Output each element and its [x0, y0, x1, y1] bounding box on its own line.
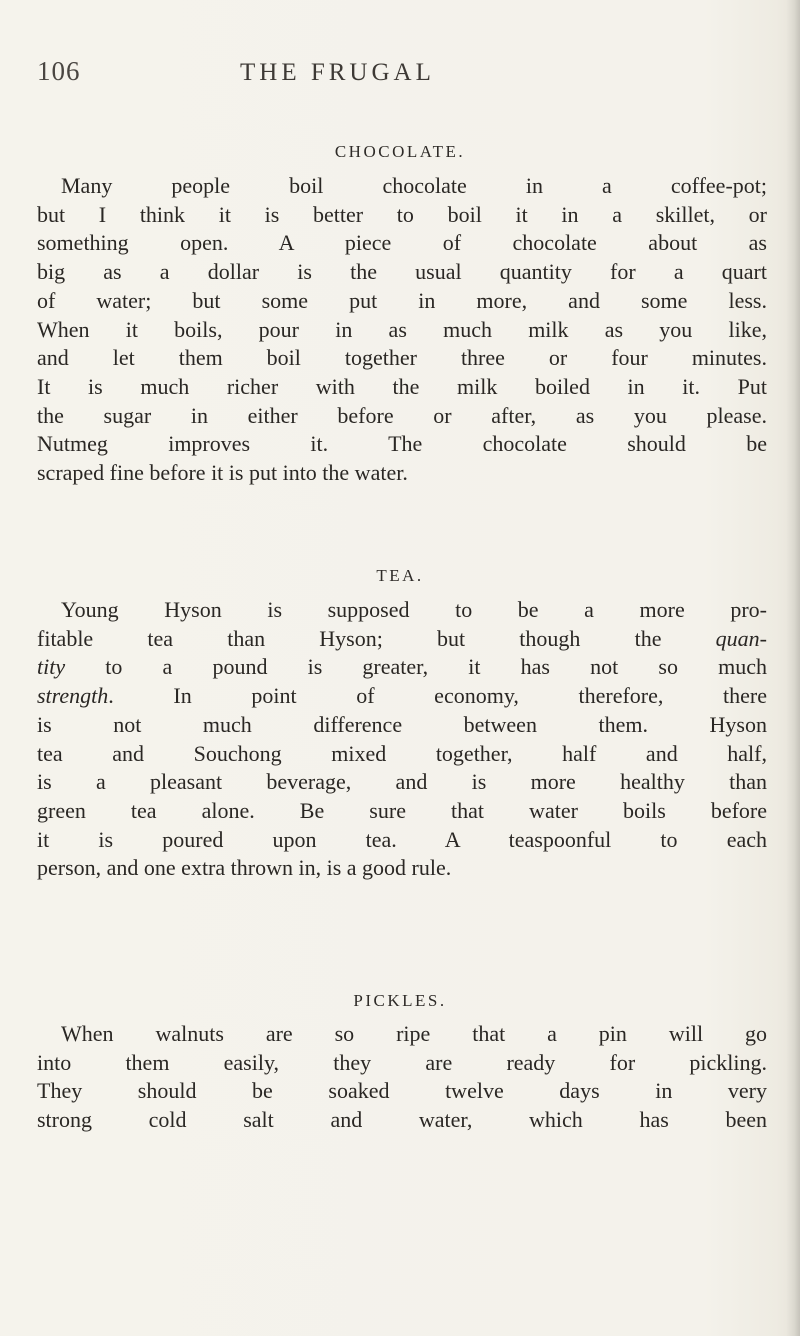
text-line: strong cold salt and water, which has been	[37, 1107, 767, 1133]
italic-emphasis: quan-	[715, 625, 767, 651]
text-line: green tea alone. Be sure that water boils before	[37, 797, 767, 823]
section-heading-pickles: PICKLES.	[353, 991, 447, 1010]
text-line: and let them boil together three or four minutes.	[37, 345, 767, 371]
text-run: fitable tea than Hyson; but though the quan-	[37, 625, 767, 651]
section-heading-chocolate: CHOCOLATE.	[334, 142, 466, 161]
section-heading-tea: TEA.	[376, 566, 424, 585]
page-number: 106	[37, 56, 81, 86]
text-line: person, and one extra thrown in, is a good rule.	[37, 855, 452, 881]
text-line: When it boils, pour in as much milk as you like,	[37, 316, 767, 342]
text-line-with-italic	[37, 682, 767, 711]
running-head: THE FRUGAL	[240, 59, 435, 86]
page-edge-shadow	[786, 0, 800, 1336]
text-line-with-italic	[37, 625, 767, 654]
text-line: When walnuts are so ripe that a pin will go	[61, 1021, 767, 1046]
text-line: Young Hyson is supposed to be a more pro-	[61, 597, 767, 622]
text-line: It is much richer with the milk boiled in it. Put	[37, 373, 767, 399]
text-line-with-italic	[37, 653, 767, 682]
paragraph-tea	[37, 596, 767, 883]
text-line: is not much difference between them. Hyson	[37, 711, 767, 737]
italic-emphasis: tity	[37, 654, 66, 680]
text-line: something open. A piece of chocolate about as	[37, 230, 767, 256]
text-run: tity to a pound is greater, it has not so much	[37, 654, 767, 680]
text-line: Nutmeg improves it. The chocolate should be	[37, 431, 767, 457]
text-line: it is poured upon tea. A teaspoonful to each	[37, 826, 767, 852]
text-line: the sugar in either before or after, as you please.	[37, 402, 767, 428]
text-line: tea and Souchong mixed together, half and half,	[37, 740, 767, 766]
text-line: is a pleasant beverage, and is more healthy than	[37, 769, 767, 795]
text-line: big as a dollar is the usual quantity for a quart	[37, 259, 767, 285]
text-run: strength. In point of economy, therefore, there	[37, 683, 767, 709]
paragraph-pickles	[37, 1020, 767, 1135]
text-line: of water; but some put in more, and some less.	[37, 287, 767, 313]
italic-emphasis: strength	[37, 683, 109, 709]
text-line: but I think it is better to boil it in a skillet, or	[37, 201, 767, 227]
text-line: into them easily, they are ready for pickling.	[37, 1049, 767, 1075]
text-line: scraped fine before it is put into the water.	[37, 460, 408, 486]
text-line: Many people boil chocolate in a coffee-pot;	[61, 173, 767, 198]
text-line: They should be soaked twelve days in very	[37, 1078, 767, 1104]
paragraph-chocolate	[37, 172, 767, 488]
